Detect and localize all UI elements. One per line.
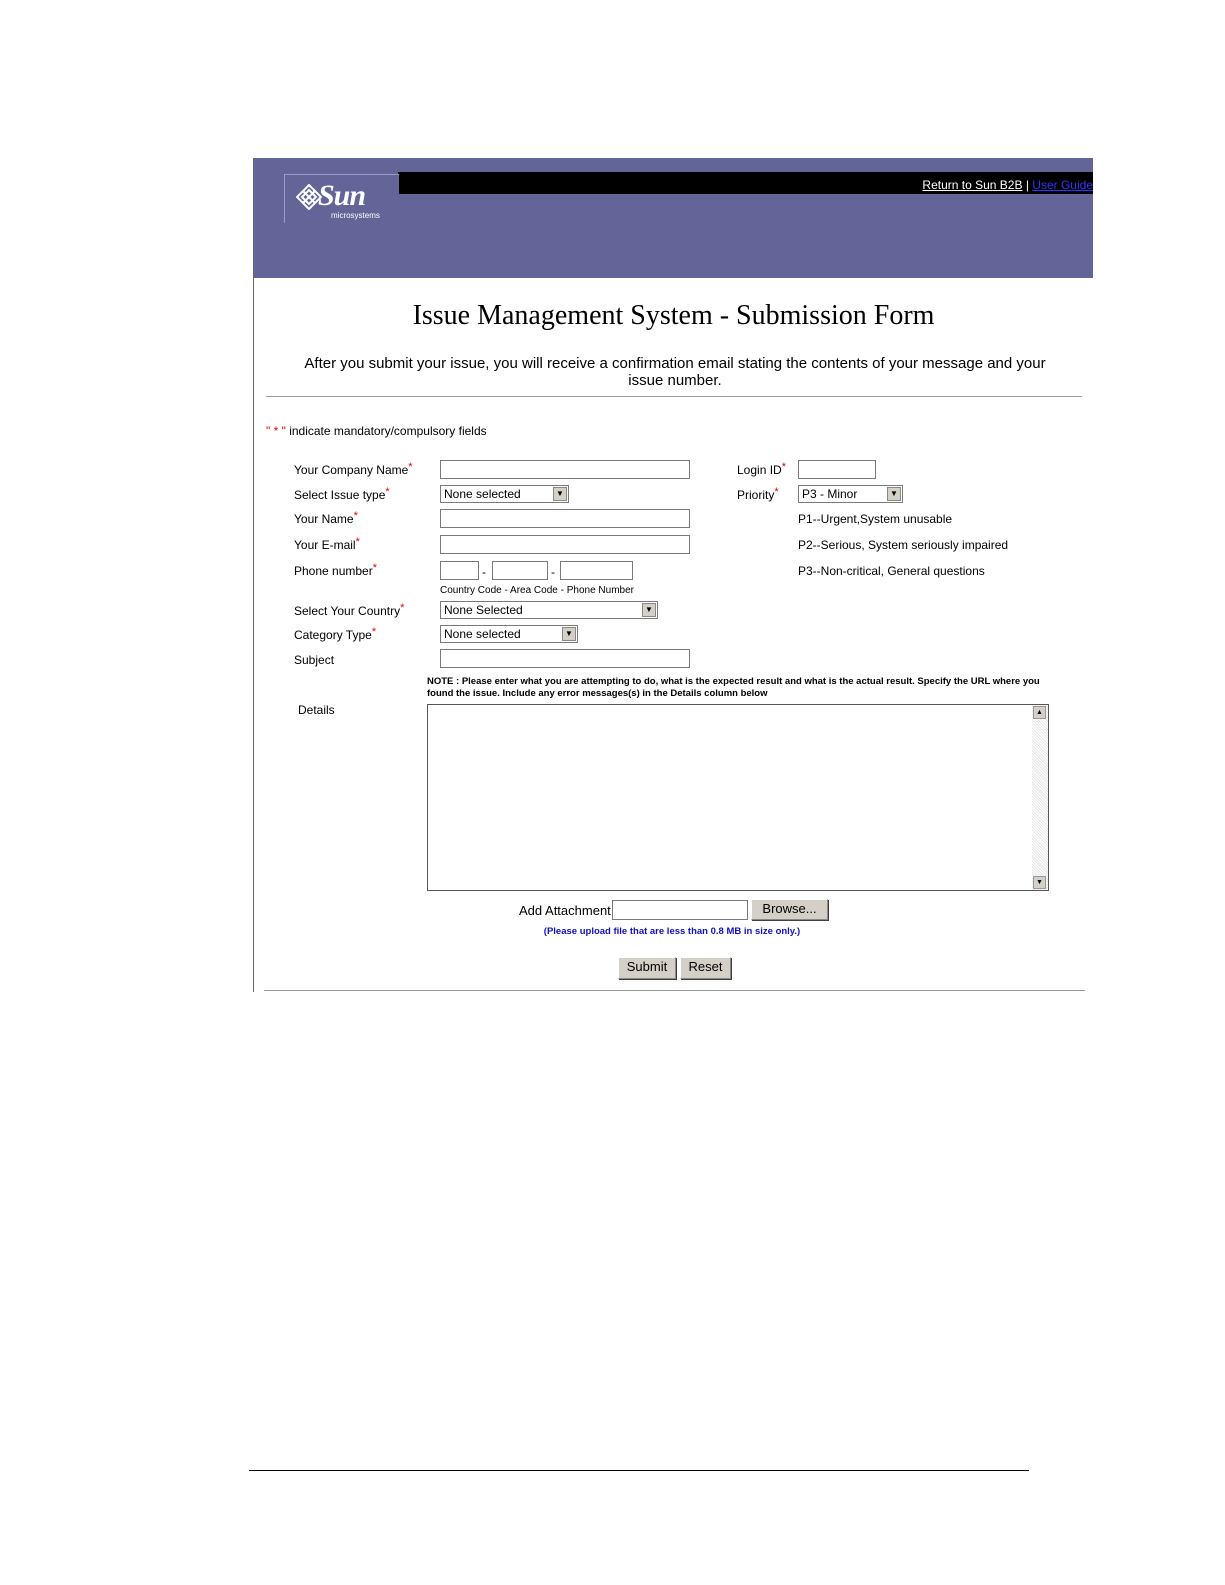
details-scrollbar[interactable] [1032, 705, 1048, 890]
required-mark: * [371, 626, 377, 638]
submit-button[interactable]: Submit [618, 957, 676, 979]
details-textarea[interactable] [427, 704, 1049, 891]
required-mark: * [774, 486, 779, 498]
country-value: None Selected [444, 603, 523, 617]
login-id-label [737, 463, 786, 477]
your-name-label [294, 512, 358, 526]
reset-button[interactable]: Reset [680, 957, 731, 979]
required-mark: * [355, 536, 360, 548]
scroll-up-icon[interactable]: ▲ [1033, 706, 1046, 719]
upload-size-hint: (Please upload file that are less than 0.8 MB in size only.) [543, 926, 801, 937]
required-mark: * [372, 562, 378, 574]
country-label-text: Select Your Country [294, 604, 401, 618]
required-mark: * [781, 461, 786, 473]
priority-p2-description: P2--Serious, System seriously impaired [798, 538, 1009, 552]
divider [266, 396, 1082, 397]
logo-wordmark: Sun [318, 179, 366, 212]
priority-value: P3 - Minor [802, 487, 858, 501]
priority-p3-description: P3--Non-critical, General questions [798, 564, 985, 578]
your-name-input[interactable] [440, 509, 690, 528]
dropdown-arrow-icon: ▼ [887, 487, 901, 501]
legend-text: indicate mandatory/compulsory fields [289, 424, 487, 438]
required-mark: * [400, 602, 405, 614]
intro-text: After you submit your issue, you will receive a confirmation email stating the contents of your message and your issue number. [304, 355, 1046, 389]
priority-select[interactable] [798, 485, 903, 503]
subject-input[interactable] [440, 649, 690, 668]
issue-type-label [294, 488, 390, 502]
dropdown-arrow-icon: ▼ [642, 603, 656, 617]
phone-label-text: Phone number [294, 564, 373, 578]
phone-format-hint: Country Code - Area Code - Phone Number [440, 585, 634, 596]
attachment-label: Add Attachment [519, 903, 611, 918]
priority-label [737, 488, 779, 502]
page-title: Issue Management System - Submission Form [412, 300, 935, 331]
attachment-path-input[interactable] [612, 900, 748, 920]
subject-label: Subject [294, 653, 335, 667]
email-label-text: Your E-mail [294, 538, 356, 552]
login-id-input[interactable] [798, 460, 876, 479]
company-name-input[interactable] [440, 460, 690, 479]
phone-number-input[interactable] [560, 561, 633, 580]
required-mark: * [353, 510, 358, 522]
category-label [294, 628, 376, 642]
logo-subtitle: microsystems [331, 211, 380, 220]
category-select[interactable] [440, 625, 578, 643]
scroll-down-icon[interactable]: ▼ [1033, 876, 1046, 889]
details-note: NOTE : Please enter what you are attempting to do, what is the expected result and what is the actual result. Specify the URL where you found the issue. Include any error messages(s) in the Details column below [427, 676, 1040, 699]
phone-separator: - [551, 565, 555, 579]
return-to-b2b-link[interactable]: Return to Sun B2B [922, 178, 1023, 192]
email-label [294, 538, 360, 552]
priority-label-text: Priority [737, 488, 775, 502]
frame-left-border [253, 158, 254, 992]
issue-type-select[interactable] [440, 485, 569, 503]
category-label-text: Category Type [294, 628, 372, 642]
phone-separator: - [482, 565, 486, 579]
header-links [922, 178, 1093, 192]
login-id-label-text: Login ID [737, 463, 782, 477]
email-input[interactable] [440, 535, 690, 554]
priority-p1-description: P1--Urgent,System unusable [798, 512, 953, 526]
user-guide-link[interactable]: User Guide [1032, 178, 1093, 192]
category-value: None selected [444, 627, 521, 641]
issue-type-label-text: Select Issue type [294, 488, 386, 502]
dropdown-arrow-icon: ▼ [553, 487, 567, 501]
company-name-label [294, 463, 413, 477]
details-label: Details [298, 703, 335, 717]
country-select[interactable] [440, 601, 658, 619]
company-name-label-text: Your Company Name [294, 463, 409, 477]
issue-type-value: None selected [444, 487, 521, 501]
document-footer-rule [249, 1470, 1029, 1471]
required-mark: * [385, 486, 390, 498]
country-label [294, 604, 404, 618]
dropdown-arrow-icon: ▼ [562, 627, 576, 641]
phone-country-code-input[interactable] [440, 561, 479, 580]
required-mark: * [408, 461, 413, 473]
browse-button[interactable]: Browse... [751, 899, 828, 920]
your-name-label-text: Your Name [294, 512, 354, 526]
legend-mark: " * " [266, 424, 286, 438]
mandatory-legend [266, 424, 487, 438]
phone-label [294, 564, 377, 578]
phone-area-code-input[interactable] [492, 561, 548, 580]
link-separator: | [1025, 178, 1029, 192]
form-bottom-divider [264, 990, 1085, 991]
